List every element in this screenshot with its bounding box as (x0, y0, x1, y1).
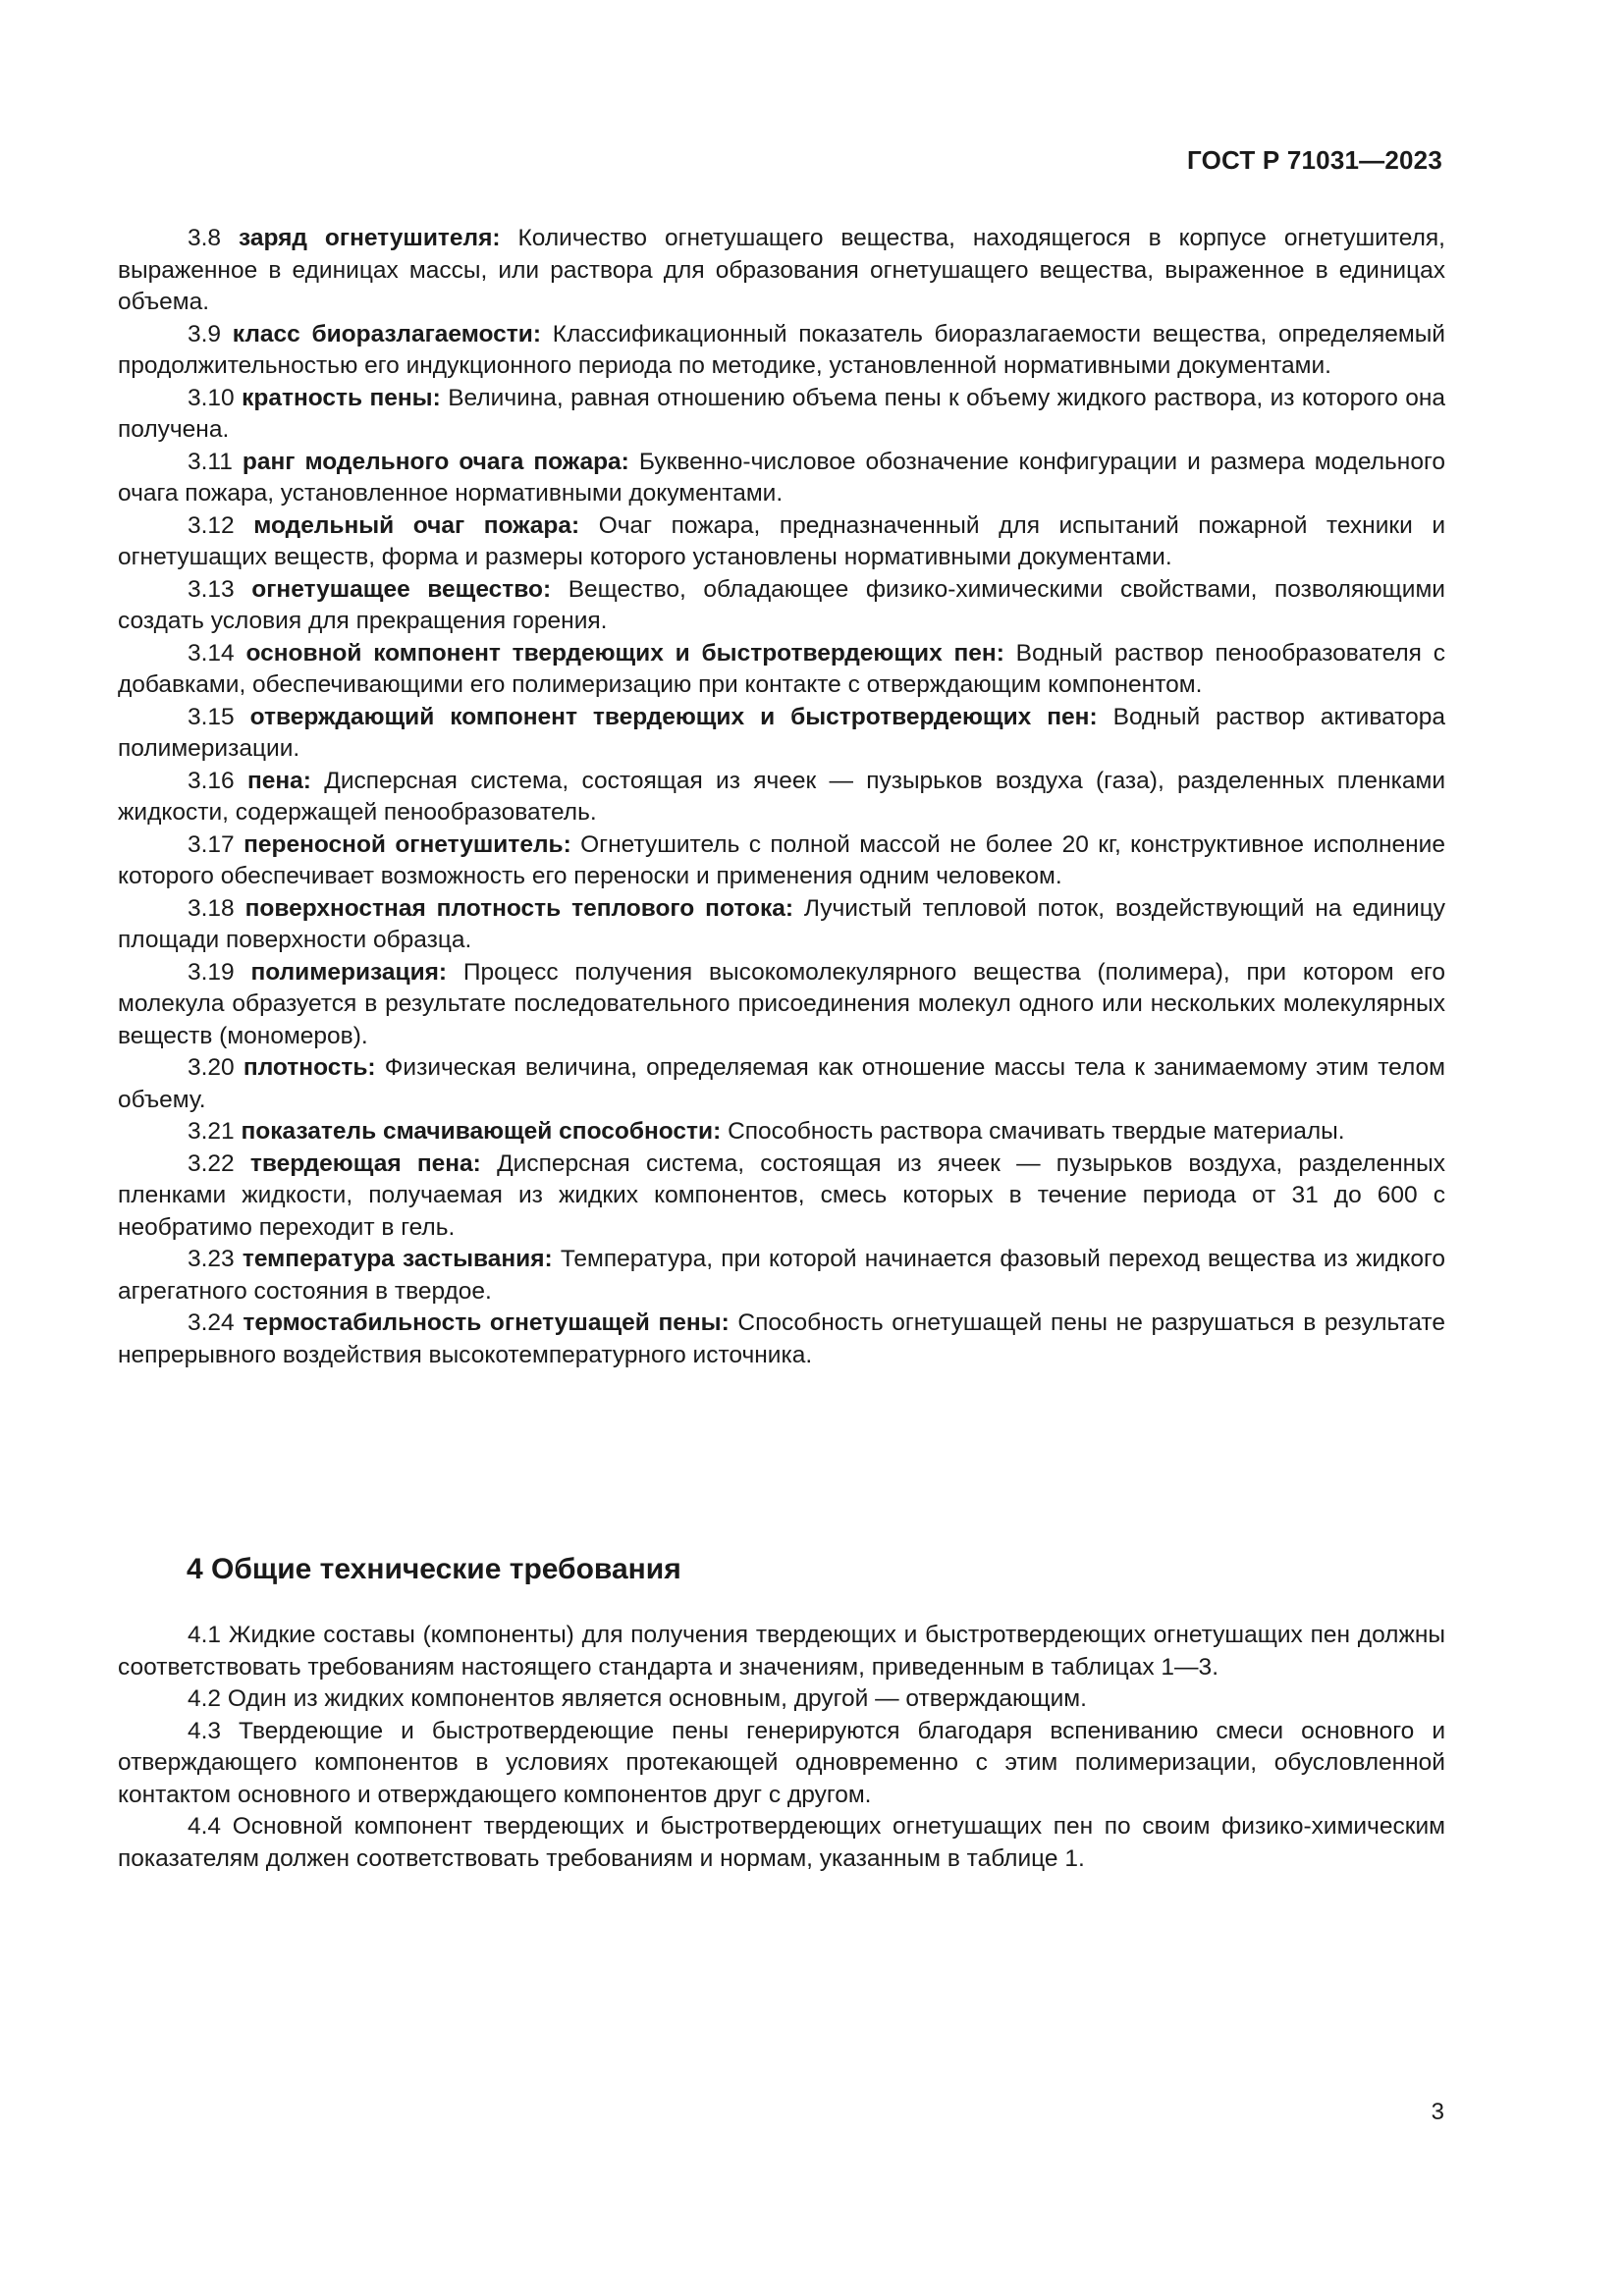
term-number: 3.10 (188, 384, 235, 411)
term-item (118, 223, 1445, 319)
term-name: полимеризация: (250, 958, 448, 986)
term-item (118, 1052, 1445, 1116)
term-definition: Водный раствор пенообразователя с добавками, обеспечивающими его полимеризацию при контакте с отверждающим компонентом. (118, 639, 1445, 698)
terms-list (118, 223, 1445, 1371)
term-item (118, 574, 1445, 638)
term-number: 3.23 (188, 1246, 235, 1272)
term-definition: Температура, при которой начинается фазовый переход вещества из жидкого агрегатного состояния в твердое. (118, 1246, 1445, 1305)
term-item (118, 510, 1445, 574)
term-definition: Вещество, обладающее физико-химическими свойствами, позволяющими создать условия для прекращения горения. (118, 575, 1445, 634)
document-code: ГОСТ Р 71031—2023 (1187, 145, 1442, 175)
term-item (118, 638, 1445, 702)
term-definition: Способность огнетушащей пены не разрушаться в результате непрерывного воздействия высокотемпературного источника. (118, 1309, 1445, 1368)
term-number: 3.8 (188, 225, 222, 251)
term-item (118, 957, 1445, 1053)
term-definition: Процесс получения высокомолекулярного вещества (полимера), при котором его молекула образуется в результате последовательного присоединения молекул одного или нескольких молекулярных веществ (мономеров). (118, 958, 1445, 1049)
term-name: плотность: (243, 1054, 376, 1081)
requirement-paragraph: 4.1 Жидкие составы (компоненты) для получения твердеющих и быстротвердеющих огнетушащих пен должны соответствовать требованиям настоящего стандарта и значениям, приведенным в таблицах 1—3. (118, 1622, 1445, 1681)
term-definition: Лучистый тепловой поток, воздействующий на единицу площади поверхности образца. (118, 894, 1445, 953)
term-number: 3.12 (188, 511, 235, 539)
term-definition: Количество огнетушащего вещества, находящегося в корпусе огнетушителя, выраженное в единицах массы, или раствора для образования огнетушащего вещества, выраженное в единицах объема. (118, 225, 1445, 315)
term-item (118, 1116, 1445, 1148)
requirement-paragraph: 4.2 Один из жидких компонентов является основным, другой — отверждающим. (188, 1685, 1087, 1712)
term-number: 3.13 (188, 575, 235, 603)
term-definition: Дисперсная система, состоящая из ячеек — пузырьков воздуха (газа), разделенных пленками жидкости, содержащей пенообразователь. (118, 767, 1446, 826)
term-name: показатель смачивающей способности: (241, 1118, 722, 1145)
term-name: пена: (246, 767, 311, 794)
term-item (118, 1308, 1445, 1371)
term-definition: Буквенно-числовое обозначение конфигурации и размера модельного очага пожара, установленное нормативными документами. (118, 448, 1445, 507)
term-definition: Физическая величина, определяемая как отношение массы тела к занимаемому этим телом объему. (118, 1054, 1446, 1113)
term-number: 3.20 (188, 1054, 235, 1081)
requirement-paragraph: 4.3 Твердеющие и быстротвердеющие пены генерируются благодаря вспениванию смеси основного и отверждающего компонентов в условиях протекающей одновременно с этим полимеризации, обусловленной контактом основного и отверждающего компонентов друг с другом. (118, 1717, 1445, 1808)
term-definition: Классификационный показатель биоразлагаемости вещества, определяемый продолжительностью его индукционного периода по методике, установленной нормативными документами. (118, 320, 1445, 379)
term-item (118, 1148, 1445, 1245)
term-definition: Очаг пожара, предназначенный для испытаний пожарной техники и огнетушащих веществ, форма и размеры которого установлены нормативными документами. (118, 511, 1446, 570)
term-number: 3.18 (188, 894, 235, 922)
term-number: 3.11 (188, 448, 233, 475)
requirements-list (118, 1620, 1445, 1875)
term-number: 3.24 (188, 1309, 235, 1336)
term-name: поверхностная плотность теплового потока: (244, 894, 794, 922)
term-name: отверждающий компонент твердеющих и быстротвердеющих пен: (249, 703, 1098, 730)
term-definition: Водный раствор активатора полимеризации. (118, 703, 1446, 762)
term-item (118, 829, 1445, 893)
term-item (118, 319, 1445, 383)
term-number: 3.14 (188, 639, 235, 667)
term-item (118, 383, 1445, 447)
term-name: твердеющая пена: (249, 1149, 481, 1177)
term-name: ранг модельного очага пожара: (242, 448, 629, 475)
term-name: температура застывания: (242, 1246, 553, 1272)
term-item (118, 447, 1445, 510)
term-definition: Величина, равная отношению объема пены к объему жидкого раствора, из которого она получена. (118, 384, 1446, 443)
term-name: огнетушащее вещество: (251, 575, 552, 603)
term-name: заряд огнетушителя: (239, 225, 501, 251)
term-number: 3.22 (188, 1149, 235, 1177)
term-definition: Способность раствора смачивать твердые материалы. (728, 1118, 1345, 1145)
section-heading: 4 Общие технические требования (187, 1553, 681, 1585)
term-number: 3.19 (188, 958, 235, 986)
requirement-paragraph: 4.4 Основной компонент твердеющих и быстротвердеющих огнетушащих пен по своим физико-химическим показателям должен соответствовать требованиям и нормам, указанным в таблице 1. (118, 1813, 1445, 1872)
term-name: термостабильность огнетушащей пены: (243, 1309, 730, 1336)
term-item (118, 893, 1445, 957)
term-number: 3.9 (188, 320, 222, 347)
term-item (118, 1244, 1445, 1308)
term-number: 3.17 (188, 830, 235, 858)
term-item (118, 702, 1445, 766)
term-number: 3.15 (188, 703, 235, 730)
term-number: 3.21 (188, 1118, 235, 1145)
page-number: 3 (1431, 2099, 1444, 2125)
term-definition: Дисперсная система, состоящая из ячеек — пузырьков воздуха, разделенных пленками жидкости, получаемая из жидких компонентов, смесь которых в течение периода от 31 до 600 с необратимо переходит в гель. (118, 1149, 1445, 1241)
term-name: основной компонент твердеющих и быстротвердеющих пен: (245, 639, 1004, 667)
term-name: модельный очаг пожара: (253, 511, 580, 539)
term-number: 3.16 (188, 767, 235, 794)
term-definition: Огнетушитель с полной массой не более 20 кг, конструктивное исполнение которого обеспечивает возможность его переноски и применения одним человеком. (118, 830, 1445, 889)
term-name: кратность пены: (242, 384, 441, 411)
term-name: класс биоразлагаемости: (232, 320, 541, 347)
term-item (118, 766, 1445, 829)
term-name: переносной огнетушитель: (244, 830, 571, 858)
